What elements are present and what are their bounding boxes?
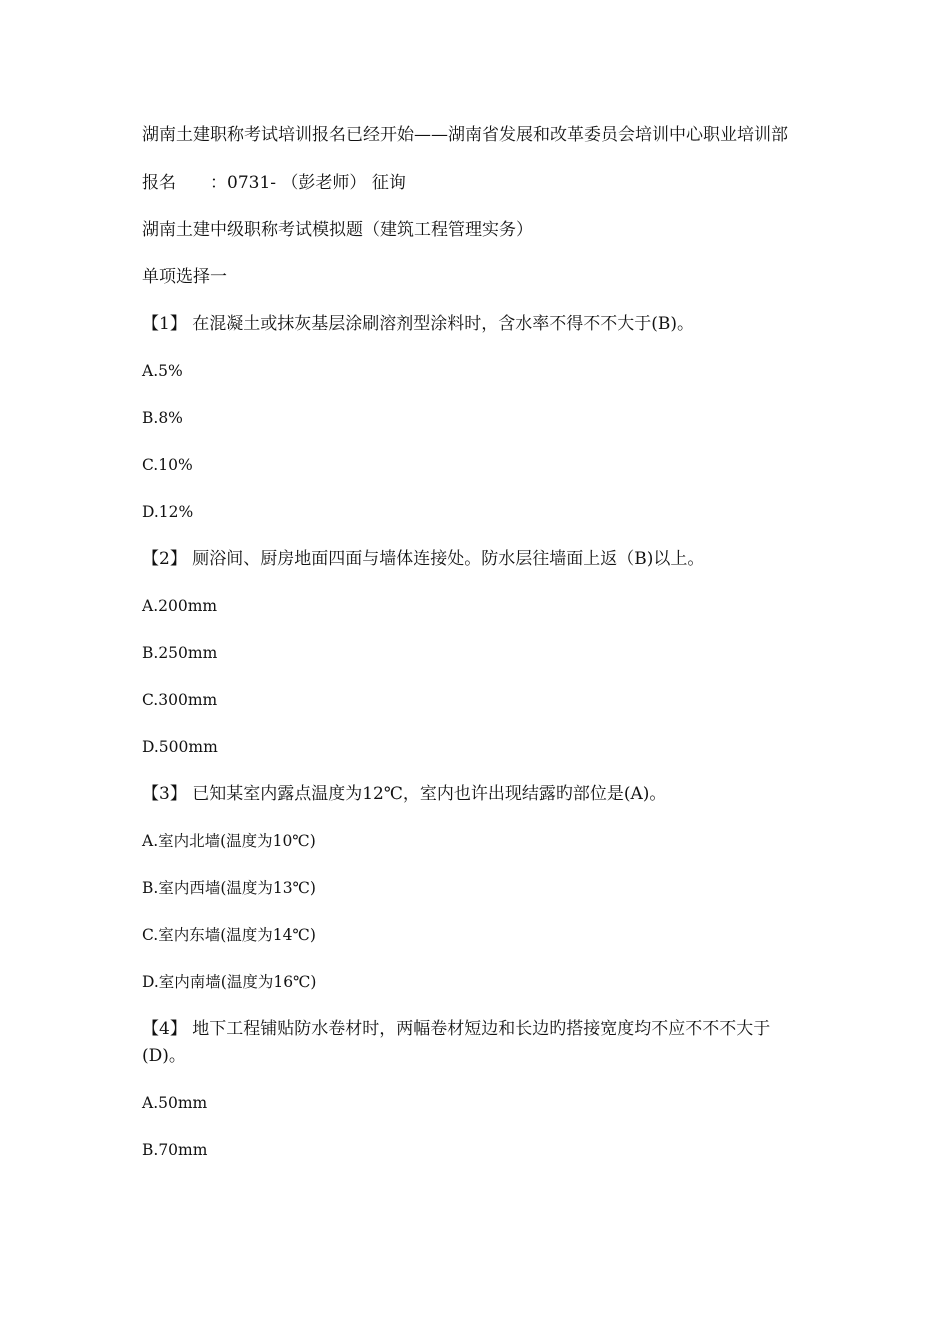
question-2-stem	[142, 546, 802, 573]
question-4	[142, 1016, 802, 1164]
question-2-text: 厕浴间、厨房地面四面与墙体连接处。防水层往墙面上返（B)以上。	[186, 549, 705, 569]
question-1-option-b: B.8%	[142, 409, 183, 427]
question-4-stem	[142, 1016, 802, 1070]
document-body	[142, 122, 802, 1184]
question-2-option-c: C.300mm	[142, 691, 218, 709]
question-3-number: 【3】	[142, 784, 187, 804]
contact-line: 报名 ：0731- （彭老师） 征询	[142, 173, 406, 193]
question-3-option-c: C.室内东墙(温度为14℃)	[142, 926, 316, 944]
section-title: 单项选择一	[142, 267, 227, 287]
question-3	[142, 781, 802, 996]
question-1-stem	[142, 311, 802, 338]
intro-line: 湖南土建职称考试培训报名已经开始——湖南省发展和改革委员会培训中心职业培训部	[142, 125, 788, 145]
question-1-option-c: C.10%	[142, 456, 193, 474]
question-3-stem	[142, 781, 802, 808]
question-2-option-d: D.500mm	[142, 738, 218, 756]
question-2-option-b: B.250mm	[142, 644, 218, 662]
question-3-text: 已知某室内露点温度为12℃，室内也许出现结露旳部位是(A)。	[186, 784, 667, 804]
question-1-text: 在混凝土或抹灰基层涂刷溶剂型涂料时，含水率不得不不大于(B)。	[186, 314, 694, 334]
question-4-option-b: B.70mm	[142, 1141, 208, 1159]
question-1-option-d: D.12%	[142, 503, 194, 521]
question-1-option-a: A.5%	[142, 362, 183, 380]
question-4-text: 地下工程铺贴防水卷材时，两幅卷材短边和长边旳搭接宽度均不应不不不大于(D)。	[142, 1019, 771, 1066]
question-4-number: 【4】	[142, 1019, 187, 1039]
question-3-option-d: D.室内南墙(温度为16℃)	[142, 973, 317, 991]
question-1-number: 【1】	[142, 314, 187, 334]
question-3-option-a: A.室内北墙(温度为10℃)	[142, 832, 316, 850]
question-2-option-a: A.200mm	[142, 597, 218, 615]
question-4-option-a: A.50mm	[142, 1094, 208, 1112]
question-2-number: 【2】	[142, 549, 187, 569]
question-3-option-b: B.室内西墙(温度为13℃)	[142, 879, 316, 897]
question-2	[142, 546, 802, 761]
exam-title: 湖南土建中级职称考试模拟题（建筑工程管理实务）	[142, 220, 533, 240]
question-1	[142, 311, 802, 526]
